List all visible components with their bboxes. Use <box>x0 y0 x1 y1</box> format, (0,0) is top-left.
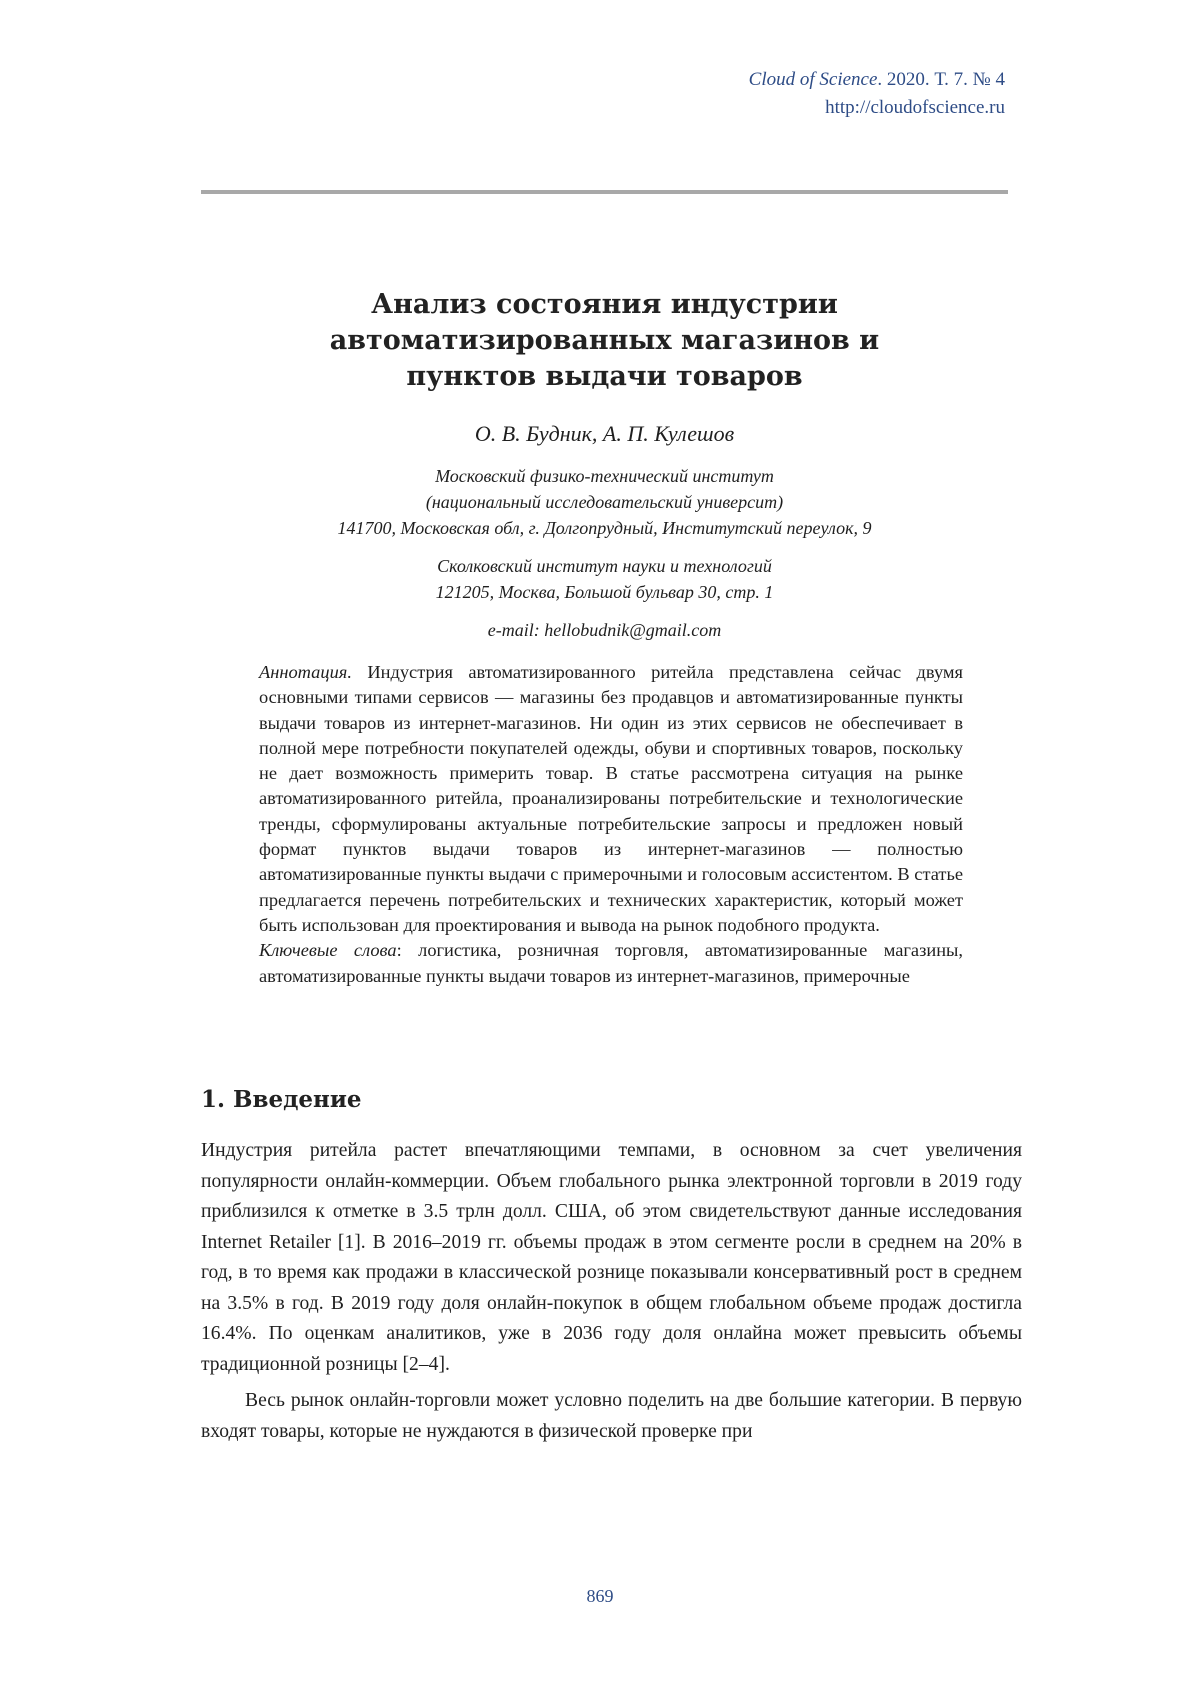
header-divider <box>201 190 1008 194</box>
abstract-label: Аннотация. <box>259 662 352 682</box>
section-heading: 1. Введение <box>201 1086 362 1113</box>
affiliation-line: 121205, Москва, Большой бульвар 30, стр. 1 <box>435 582 774 602</box>
affiliation-line: Сколковский институт науки и технологий <box>437 556 772 576</box>
authors: О. В. Будник, А. П. Кулешов <box>474 421 735 446</box>
body-paragraph: Индустрия ритейла растет впечатляющими темпами, в основном за счет увеличения популярности онлайн-коммерции. Объем глобального рынка электронной торговли в 2019 году приблизился к отметке в 3.5 трлн долл. США, об этом свидетельствуют данные исследования Internet Retailer [1]. В 2016–2019 гг. объемы продаж в этом сегменте росли в среднем на 20% в год, в то время как продажи в классической рознице показывали консервативный рост в среднем на 3.5% в год. В 2019 году доля онлайн-покупок в общем глобальном объеме продаж достигла 16.4%. По оценкам аналитиков, уже в 2036 году доля онлайна может превысить объемы традиционной розницы [2–4]. <box>201 1140 1022 1375</box>
title-line: Анализ состояния индустрии <box>371 289 838 320</box>
journal-url[interactable]: http://cloudofscience.ru <box>825 97 1005 118</box>
abstract-text: Индустрия автоматизированного ритейла представлена сейчас двумя основными типами сервисов — магазины без продавцов и автоматизированные пункты выдачи товаров из интернет-магазинов. Ни один из этих сервисов не обеспечивает в полной мере потребности покупателей одежды, обуви и спортивных товаров, поскольку не дает возможность примерить товар. В статье рассмотрена ситуация на рынке автоматизированного ритейла, проанализированы потребительские и технологические тренды, сформулированы актуальные потребительские запросы и предложен новый формат пунктов выдачи товаров из интернет-магазинов — полностью автоматизированные пункты выдачи с примерочными и голосовым ассистентом. В статье предлагается перечень потребительских и технических характеристик, который может быть использован для проектирования и вывода на рынок подобного продукта. <box>259 662 963 935</box>
keywords-label: Ключевые слова <box>259 940 397 961</box>
title-line: пунктов выдачи товаров <box>406 361 803 392</box>
page-number: 869 <box>586 1586 614 1606</box>
body-text <box>201 1136 1022 1453</box>
abstract <box>259 660 963 989</box>
article-title <box>201 287 1008 395</box>
affiliation-mipt <box>201 463 1008 541</box>
affiliation-line: Московский физико-технический институт <box>435 466 774 486</box>
running-header <box>749 66 1005 122</box>
affiliation-line: (национальный исследовательский университ) <box>425 492 784 512</box>
journal-name: Cloud of Science <box>748 69 878 90</box>
keywords-text: : логистика, розничная торговля, автоматизированные магазины, автоматизированные пункты выдачи товаров из интернет-магазинов, примерочные <box>259 940 963 986</box>
author-email[interactable]: e-mail: hellobudnik@gmail.com <box>487 620 722 640</box>
title-line: автоматизированных магазинов и <box>329 325 880 356</box>
abstract-paragraph <box>259 660 963 938</box>
affiliation-line: 141700, Московская обл, г. Долгопрудный, Институтский переулок, 9 <box>337 518 872 538</box>
body-paragraph: Весь рынок онлайн-торговли может условно поделить на две большие категории. В первую входят товары, которые не нуждаются в физической проверке при <box>201 1390 1022 1442</box>
affiliation-skoltech <box>201 553 1008 605</box>
keywords-paragraph <box>259 938 963 989</box>
journal-issue: . 2020. Т. 7. № 4 <box>877 69 1005 90</box>
journal-line <box>749 66 1005 94</box>
